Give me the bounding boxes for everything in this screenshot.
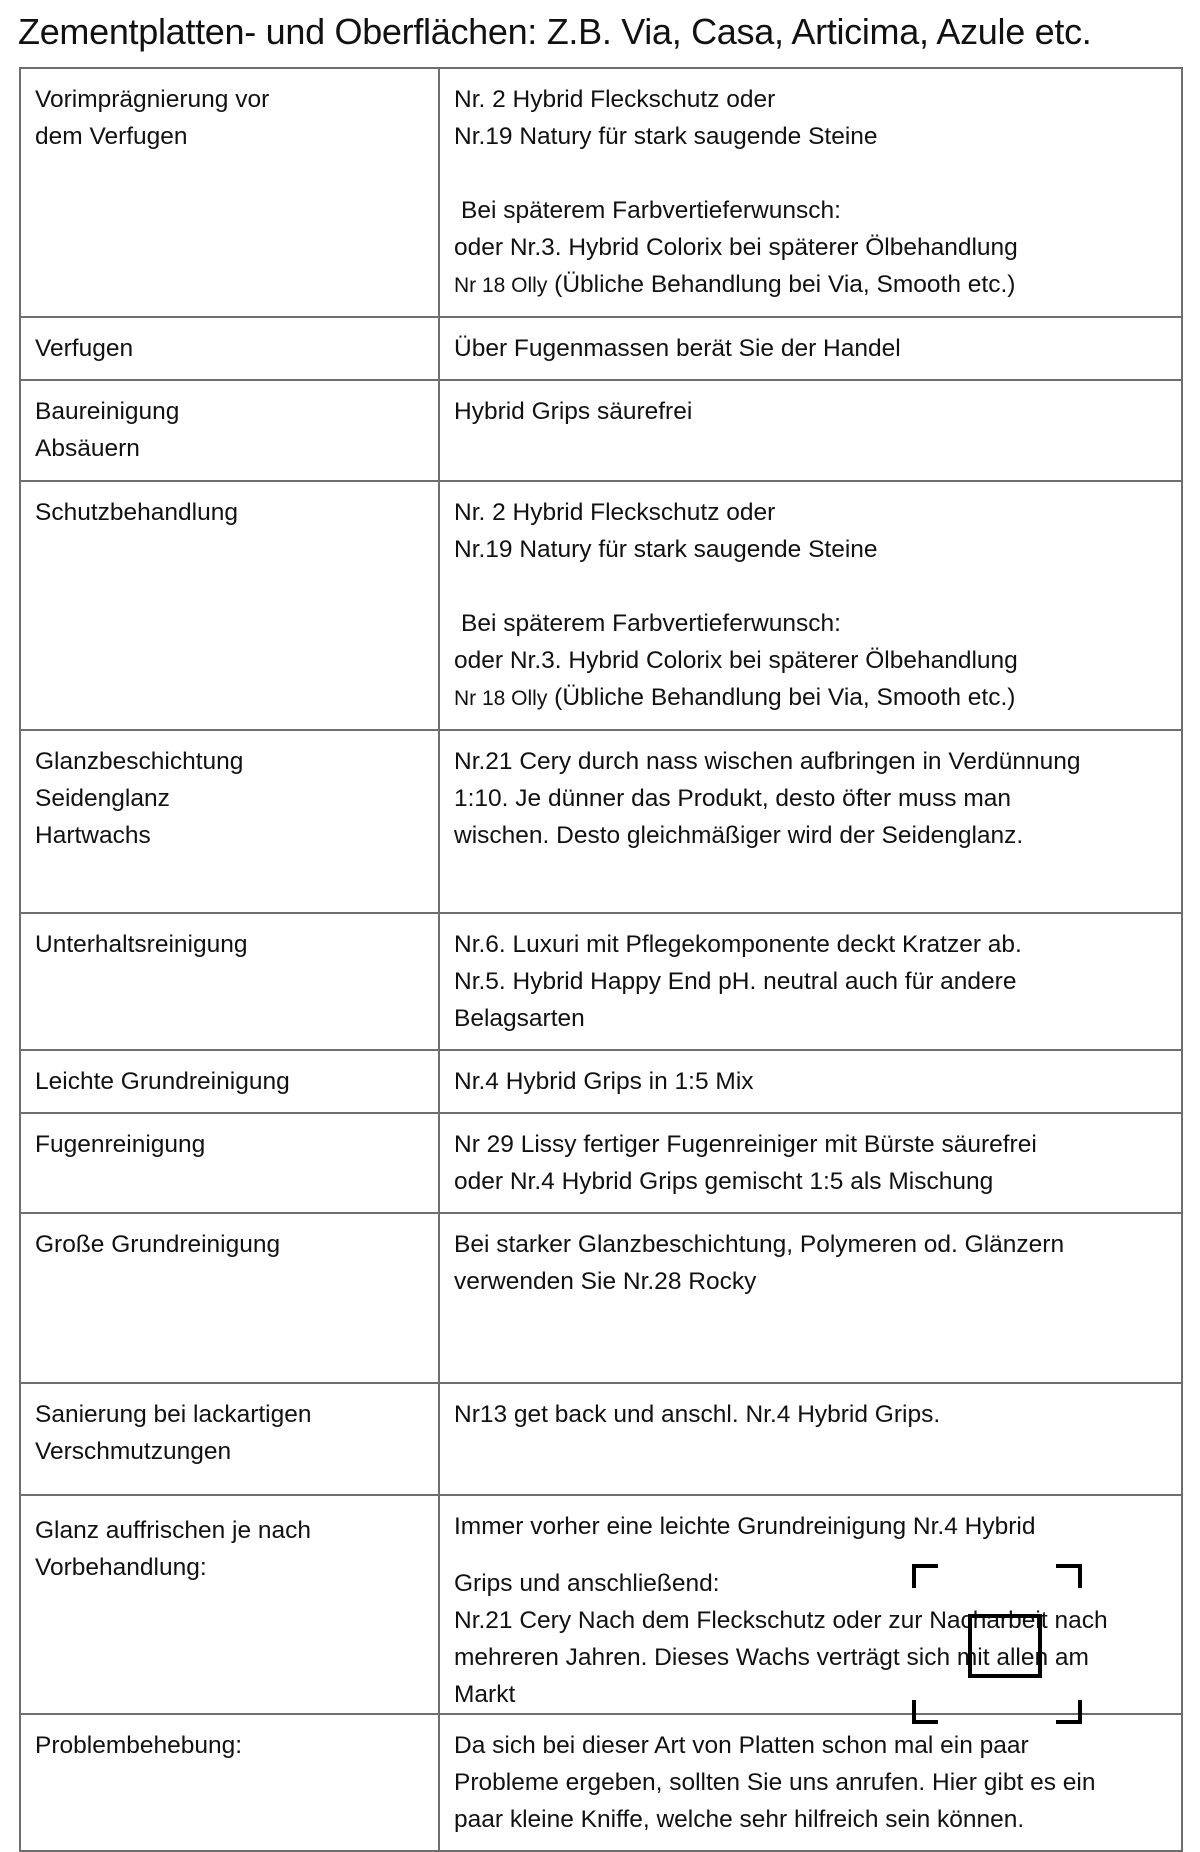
step-text: Vorimprägnierung vor bbox=[35, 86, 270, 113]
step-cell bbox=[20, 913, 439, 1050]
step-cell bbox=[20, 317, 439, 380]
product-cell bbox=[439, 68, 1182, 317]
product-text: 1:10. Je dünner das Produkt, desto öfter muss man bbox=[454, 785, 1012, 812]
product-text: Probleme ergeben, sollten Sie uns anrufen. Hier gibt es ein bbox=[454, 1769, 1096, 1796]
step-text: Absäuern bbox=[35, 435, 140, 462]
product-text bbox=[454, 679, 1167, 717]
product-text: Da sich bei dieser Art von Platten schon mal ein paar bbox=[454, 1732, 1029, 1759]
product-text: oder Nr.3. Hybrid Colorix bei späterer Ölbehandlung bbox=[454, 647, 1018, 674]
spacer bbox=[454, 155, 1167, 192]
product-text: wischen. Desto gleichmäßiger wird der Seidenglanz. bbox=[454, 822, 1024, 849]
step-cell bbox=[20, 380, 439, 481]
page-title: Zementplatten- und Oberflächen: Z.B. Via, Casa, Articima, Azule etc. bbox=[18, 11, 1092, 52]
product-cell bbox=[439, 481, 1182, 730]
product-text: paar kleine Kniffe, welche sehr hilfreich sein können. bbox=[454, 1806, 1025, 1833]
product-text: Nr.21 Cery durch nass wischen aufbringen in Verdünnung bbox=[454, 748, 1081, 775]
product-text: Nr.6. Luxuri mit Pflegekomponente deckt Kratzer ab. bbox=[454, 931, 1022, 958]
product-text: Grips und anschließend: bbox=[454, 1570, 720, 1597]
product-text: oder Nr.3. Hybrid Colorix bei späterer Ölbehandlung bbox=[454, 234, 1018, 261]
product-text: Nr 29 Lissy fertiger Fugenreiniger mit Bürste säurefrei bbox=[454, 1131, 1037, 1158]
product-note: (Übliche Behandlung bei Via, Smooth etc.) bbox=[547, 271, 1016, 298]
product-text: Nr.21 Cery Nach dem Fleckschutz oder zur Nacharbeit nach bbox=[454, 1607, 1108, 1634]
table-row bbox=[20, 1383, 1182, 1495]
product-text: Belagsarten bbox=[454, 1005, 585, 1032]
step-cell bbox=[20, 1714, 439, 1851]
step-text: Problembehebung: bbox=[35, 1732, 243, 1759]
product-name-small: Nr 18 Olly bbox=[454, 687, 548, 710]
table-row bbox=[20, 1113, 1182, 1213]
spacer bbox=[454, 568, 1167, 605]
step-text: Schutzbehandlung bbox=[35, 499, 238, 526]
step-cell bbox=[20, 68, 439, 317]
product-cell bbox=[439, 380, 1182, 481]
product-text: Nr.4 Hybrid Grips in 1:5 Mix bbox=[454, 1068, 754, 1095]
product-text: Nr.5. Hybrid Happy End pH. neutral auch für andere bbox=[454, 968, 1017, 995]
product-text: Nr. 2 Hybrid Fleckschutz oder bbox=[454, 86, 776, 113]
table-row bbox=[20, 1050, 1182, 1113]
product-cell bbox=[439, 1495, 1182, 1714]
product-cell bbox=[439, 1383, 1182, 1495]
product-text: oder Nr.4 Hybrid Grips gemischt 1:5 als Mischung bbox=[454, 1168, 994, 1195]
table-row bbox=[20, 1495, 1182, 1714]
product-text: Bei späterem Farbvertieferwunsch: bbox=[461, 197, 841, 224]
product-cell bbox=[439, 1113, 1182, 1213]
product-note: (Übliche Behandlung bei Via, Smooth etc.) bbox=[547, 684, 1016, 711]
product-text: Nr13 get back und anschl. Nr.4 Hybrid Grips. bbox=[454, 1401, 941, 1428]
product-cell bbox=[439, 1050, 1182, 1113]
product-text: verwenden Sie Nr.28 Rocky bbox=[454, 1268, 757, 1295]
step-text: Sanierung bei lackartigen bbox=[35, 1401, 312, 1428]
product-text: Bei starker Glanzbeschichtung, Polymeren od. Glänzern bbox=[454, 1231, 1065, 1258]
step-text: Verschmutzungen bbox=[35, 1438, 232, 1465]
product-cell bbox=[439, 913, 1182, 1050]
table-row bbox=[20, 730, 1182, 913]
table-row bbox=[20, 380, 1182, 481]
table-row bbox=[20, 68, 1182, 317]
product-cell bbox=[439, 1213, 1182, 1383]
step-text: Seidenglanz bbox=[35, 785, 170, 812]
step-text: Große Grundreinigung bbox=[35, 1231, 281, 1258]
product-text: Markt bbox=[454, 1681, 516, 1708]
step-text: Baureinigung bbox=[35, 398, 180, 425]
table-row bbox=[20, 1213, 1182, 1383]
table-row bbox=[20, 1714, 1182, 1851]
product-cell bbox=[439, 317, 1182, 380]
step-cell bbox=[20, 1383, 439, 1495]
step-cell bbox=[20, 1495, 439, 1714]
product-name-small: Nr 18 Olly bbox=[454, 274, 548, 297]
table-row bbox=[20, 913, 1182, 1050]
step-text: Leichte Grundreinigung bbox=[35, 1068, 290, 1095]
step-text: Glanz auffrischen je nach bbox=[35, 1517, 312, 1544]
product-text: Nr.19 Natury für stark saugende Steine bbox=[454, 536, 878, 563]
product-text: Nr. 2 Hybrid Fleckschutz oder bbox=[454, 499, 776, 526]
step-text: dem Verfugen bbox=[35, 123, 188, 150]
product-text: mehreren Jahren. Dieses Wachs verträgt sich mit allen am bbox=[454, 1644, 1089, 1671]
step-text: Glanzbeschichtung bbox=[35, 748, 244, 775]
step-text: Verfugen bbox=[35, 335, 134, 362]
step-cell bbox=[20, 1113, 439, 1213]
table-row bbox=[20, 481, 1182, 730]
step-text: Unterhaltsreinigung bbox=[35, 931, 248, 958]
product-text: Bei späterem Farbvertieferwunsch: bbox=[461, 610, 841, 637]
step-text: Hartwachs bbox=[35, 822, 151, 849]
step-cell bbox=[20, 1213, 439, 1383]
table-row bbox=[20, 317, 1182, 380]
product-cell bbox=[439, 730, 1182, 913]
product-text bbox=[454, 266, 1167, 304]
step-cell bbox=[20, 730, 439, 913]
step-cell bbox=[20, 1050, 439, 1113]
step-cell bbox=[20, 481, 439, 730]
product-text: Hybrid Grips säurefrei bbox=[454, 398, 693, 425]
care-table bbox=[19, 67, 1183, 1852]
product-text: Immer vorher eine leichte Grundreinigung Nr.4 Hybrid bbox=[454, 1513, 1036, 1540]
product-text: Über Fugenmassen berät Sie der Handel bbox=[454, 335, 901, 362]
product-cell bbox=[439, 1714, 1182, 1851]
product-text: Nr.19 Natury für stark saugende Steine bbox=[454, 123, 878, 150]
step-text: Fugenreinigung bbox=[35, 1131, 206, 1158]
step-text: Vorbehandlung: bbox=[35, 1554, 207, 1581]
